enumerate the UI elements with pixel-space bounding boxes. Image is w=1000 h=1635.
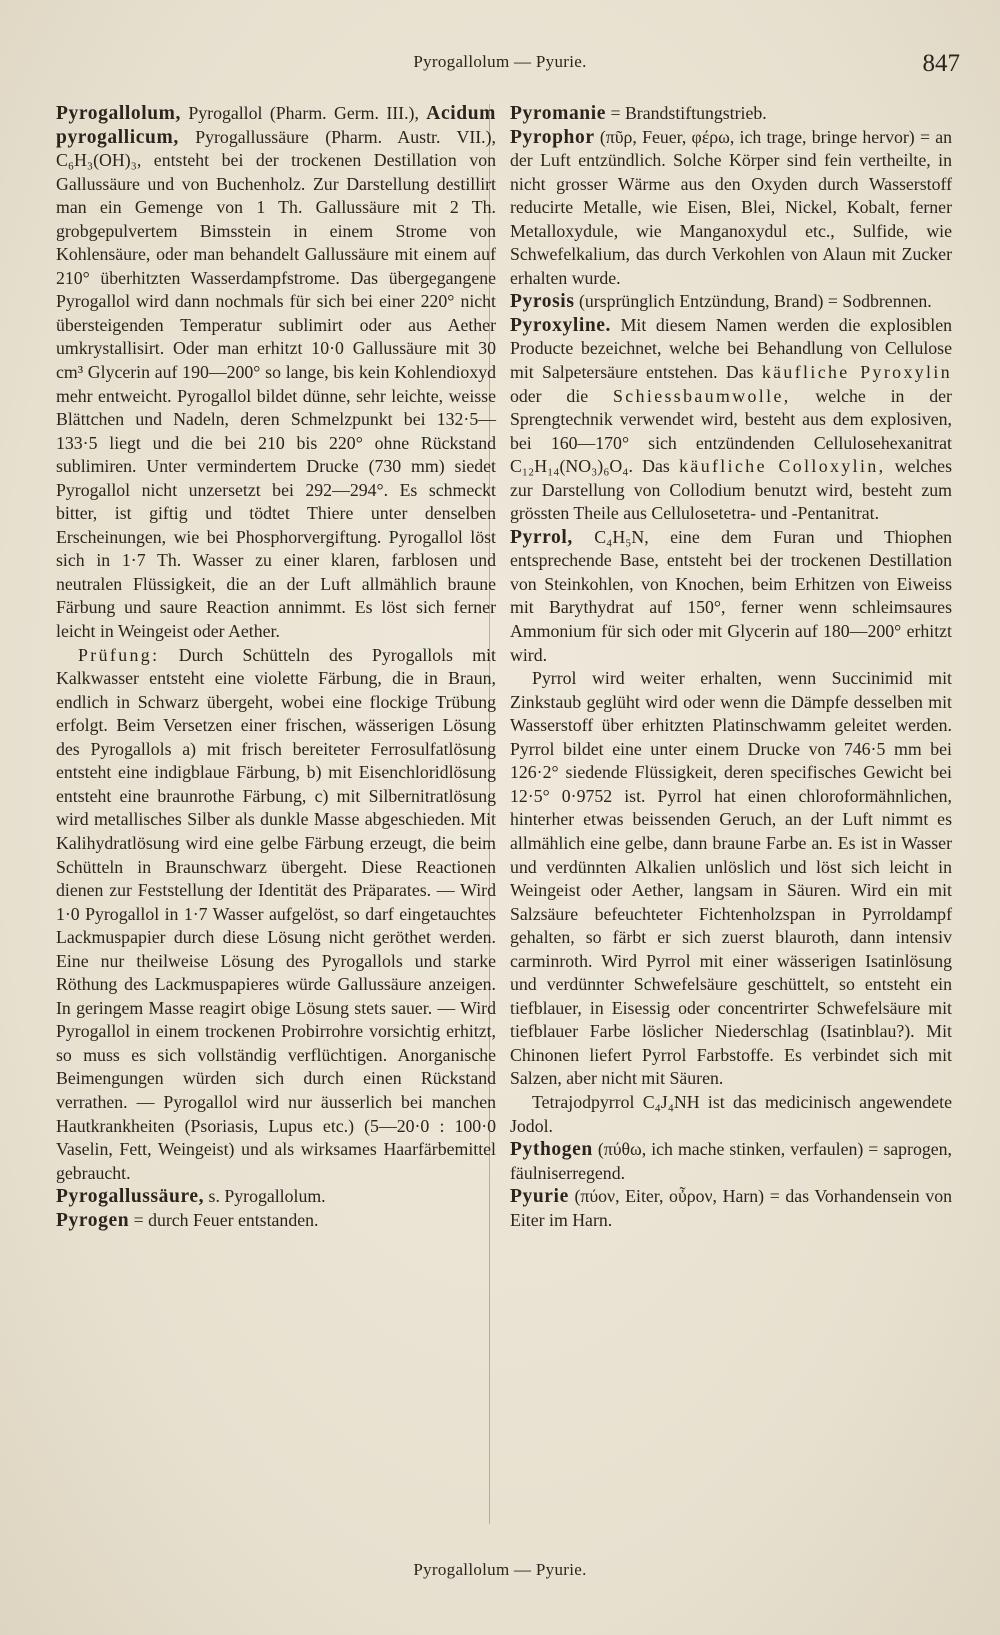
spaced-term: käufliche Pyroxylin [761,362,952,383]
entry-pyrrol [510,526,952,667]
entry-text: s. Pyrogallolum. [204,1186,326,1207]
spaced-term: Schiessbaumwolle, [612,385,791,406]
left-column [56,102,496,1232]
entry-pyroxyline [510,314,952,526]
entry-pruefung [56,644,496,1186]
entry-pythogen [510,1138,952,1185]
headword-pyromanie: Pyromanie [510,103,607,124]
entry-text: Pyrogallussäure (Pharm. Austr. VII.), C₆H₃(OH)₃, entsteht bei der trockenen Destillation von Gallussäure und von Buchenholz. Zur Darstellung destillirt man ein Gemenge von 1 Th. Gallussäure mit 2 Th. grobgepulvertem Bimsstein in einem Strome von Kohlensäure, oder man behandelt Gallussäure mit einem auf 210° überhitzten Wasserdampfstrome. Das übergegangene Pyrogallol wird dann nochmals für sich bei einer 220° nicht übersteigenden Temperatur sublimirt oder aus Aether umkrystallisirt. Oder man erhitzt 10·0 Gallussäure mit 30 cm³ Glycerin auf 190—200° so lange, bis kein Kohlendioxyd mehr entweicht. Pyrogallol bildet dünne, sehr leichte, weisse Blättchen und Nadeln, deren Schmelzpunkt bei 132·5—133·5 liegt und die bei 210 bis 220° ohne Rückstand sublimiren. Unter vermindertem Drucke (730 mm) siedet Pyrogallol nicht unzersetzt bei 292—294°. Es schmeckt bitter, ist giftig und tödtet Thiere unter denselben Erscheinungen, wie bei Phosphorvergiftung. Pyrogallol löst sich in 1·7 Th. Wasser zu einer klaren, farblosen und neutralen Flüssigkeit, die an der Luft allmählich braune Färbung und saure Reaction annimmt. Es löst sich ferner leicht in Weingeist oder Aether. [56,126,496,642]
entry-pyrogallolum [56,102,496,644]
entry-pyrophor [510,126,952,291]
right-column [510,102,952,1232]
entry-text: welches zur Darstellung von Collodium benutzt wird, besteht zum grössten Theile aus Cellulosetetra- und -Pentanitrat. [510,456,952,524]
entry-text: = Brandstiftungstrieb. [606,103,767,123]
headword-pyroxyline: Pyroxyline. [510,314,612,336]
entry-text: Mit diesem Namen werden die explosiblen Producte bezeichnet, welche bei Behandlung von Cellulose mit Salpetersäure entstehen. Das [510,314,952,383]
entry-text: (πύον, Eiter, οὖρον, Harn) = das Vorhandensein von Eiter im Harn. [510,1186,952,1230]
entry-pyurie [510,1185,952,1232]
running-footer: Pyrogallolum — Pyurie. [413,1560,587,1579]
entry-text: = durch Feuer entstanden. [129,1209,319,1230]
headword-pyrogallussaeure: Pyrogallussäure, [56,1186,205,1208]
headword-pyurie: Pyurie [510,1186,569,1208]
page-number: 847 [922,50,960,77]
entry-text: Pyrogallol (Pharm. Germ. III.), [180,103,427,123]
entry-text: C₄H₅N, eine dem Furan und Thiophen entsprechende Base, entsteht bei der trockenen Destillation von Steinkohlen, von Knochen, beim Erhitzen von Eiweiss mit Barythydrat auf 150°, ferner wenn schleimsaures Ammonium für sich oder mit Glycerin auf 180—200° erhitzt wird. [510,526,952,665]
entry-text: oder die [510,385,613,406]
headword-pyrophor: Pyrophor [510,126,595,148]
entry-pyrrol-continued: Pyrrol wird weiter erhalten, wenn Succinimid mit Zinkstaub geglüht wird oder wenn die Dämpfe desselben mit Wasserstoff über erhitzten Platinschwamm geleitet werden. Pyrrol bildet eine unter einem Drucke von 746·5 mm bei 126·2° siedende Flüssigkeit, deren specifisches Gewicht bei 12·5° 0·9752 ist. Pyrrol hat einen chloroformähnlichen, hinterher etwas beissenden Geruch, an der Luft nimmt es allmählich eine gelbe, dann braune Farbe an. Es ist in Wasser und verdünnten Alkalien unlöslich und löst sich leicht in Weingeist oder Aether, langsam in Säuren. Wird ein mit Salzsäure befeuchteter Fichtenholzspan in Pyrroldampf gehalten, so färbt er sich zuerst blauroth, dann intensiv carminroth. Wird Pyrrol mit einer wässerigen Isatinlösung und verdünnter Schwefelsäure geschüttelt, so entsteht ein tiefblauer, in Eisessig oder concentrirter Schwefelsäure mit tiefblauer Farbe löslicher Niederschlag (Isatinblau?). Mit Chinonen liefert Pyrrol Farbstoffe. Es verbindet sich mit Salzen, aber nicht mit Säuren. [510,668,952,1089]
running-header: Pyrogallolum — Pyurie. [413,52,587,71]
headword-pyrrol: Pyrrol, [510,526,573,548]
spaced-term: käufliche Colloxylin, [679,456,886,477]
headword-acidum-pyrogallicum: Acidum pyrogallicum, [56,103,496,148]
entry-text: welche in der Sprengtechnik verwendet wird, besteht aus dem explosiven, bei 160—170° sich entzündenden Cellulosehexanitrat C₁₂H₁₄(NO₃)₆O₄. Das [510,385,952,477]
headword-pyrogen: Pyrogen [56,1209,130,1231]
entry-pyrogen [56,1209,496,1233]
headword-pyrogallolum: Pyrogallolum, [56,103,181,124]
entry-text: (πύθω, ich mache stinken, verfaulen) = saprogen, fäulniserregend. [510,1139,952,1183]
headword-pythogen: Pythogen [510,1139,593,1161]
section-label-pruefung: Prüfung: [78,644,160,665]
entry-pyromanie [510,102,952,126]
entry-tetrajodpyrrol: Tetrajodpyrrol C₄J₄NH ist das medicinisch angewendete Jodol. [510,1091,952,1136]
entry-text: Durch Schütteln des Pyrogallols mit Kalkwasser entsteht eine violette Färbung, die in Braun, endlich in Schwarz übergeht, wobei eine flockige Trübung erfolgt. Beim Versetzen einer frischen, wässerigen Lösung des Pyrogallols a) mit frisch bereiteter Ferrosulfatlösung entsteht eine indigblaue Färbung, b) mit Eisenchloridlösung entsteht eine braunrothe Färbung, c) mit Silbernitratlösung wird metallisches Silber als dunkle Masse abgeschieden. Mit Kalihydratlösung wird eine gelbe Färbung erzeugt, die beim Schütteln in Braunschwarz übergeht. Diese Reactionen dienen zur Feststellung der Identität des Präparates. — Wird 1·0 Pyrogallol in 1·7 Wasser aufgelöst, so darf eingetauchtes Lackmuspapier durch diese Lösung nicht geröthet werden. Eine nur theilweise Lösung des Pyrogallols und starke Röthung des Lackmuspapieres würde Gallussäure anzeigen. In geringem Masse reagirt obige Lösung stets sauer. — Wird Pyrogallol in einem trockenen Probirrohre vorsichtig erhitzt, so muss es sich vollständig verflüchtigen. Anorganische Beimengungen würden sich durch einen Rückstand verrathen. — Pyrogallol wird nur äusserlich bei manchen Hautkrankheiten (Psoriasis, Lupus etc.) (5—20·0 : 100·0 Vaselin, Fett, Weingeist) und als wirksames Haarfärbemittel gebraucht. [56,644,496,1183]
entry-text: (ursprünglich Entzündung, Brand) = Sodbrennen. [574,291,932,312]
entry-pyrogallussaeure [56,1185,496,1209]
entry-text: (πῦρ, Feuer, φέρω, ich trage, bringe hervor) = an der Luft entzündlich. Solche Körper sind fein vertheilte, in nicht grosser Wärme aus den Oxyden durch Wasserstoff reducirte Metalle, wie Eisen, Blei, Nickel, Kobalt, ferner Metalloxydule, wie Manganoxydul etc., Sulfide, wie Schwefelkalium, das durch Verkohlen von Alaun mit Zucker erhalten wurde. [510,126,952,288]
headword-pyrosis: Pyrosis [510,291,575,313]
entry-pyrosis [510,290,952,314]
